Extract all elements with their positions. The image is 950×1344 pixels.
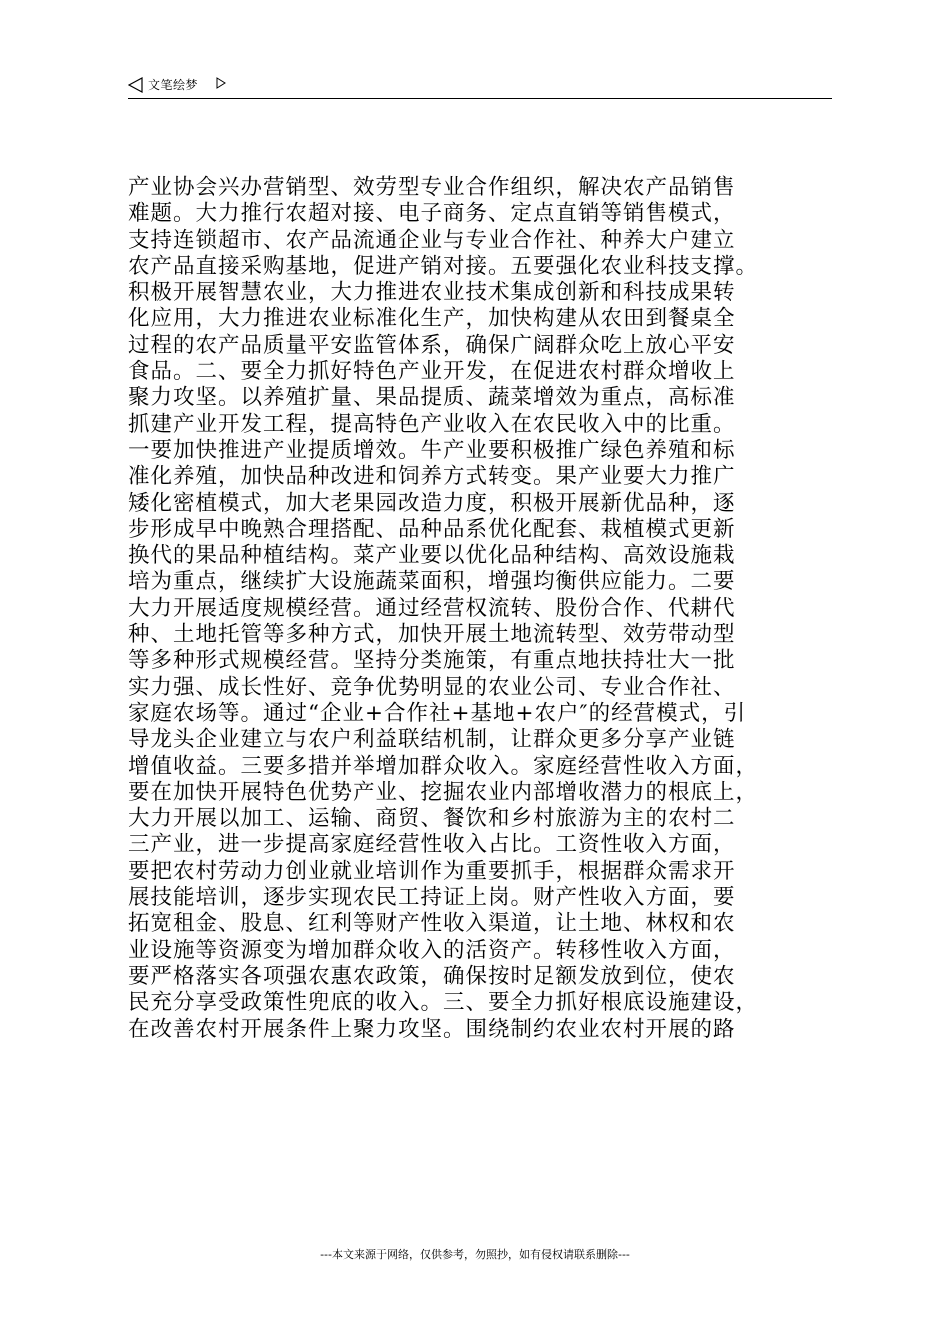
text-line: 要严格落实各项强农惠农政策，确保按时足额发放到位，使农 — [128, 963, 736, 989]
text-line: 大力开展以加工、运输、商贸、餐饮和乡村旅游为主的农村二 — [128, 806, 736, 832]
text-line: 增值收益。三要多措并举增加群众收入。家庭经营性收入方面， — [128, 753, 759, 779]
text-line: 民充分享受政策性兜底的收入。三、要全力抓好根底设施建设， — [128, 990, 759, 1016]
footer-disclaimer: ---本文来源于网络，仅供参考，勿照抄，如有侵权请联系删除--- — [320, 1248, 630, 1261]
text-line: 一要加快推进产业提质增效。牛产业要积极推广绿色养殖和标 — [128, 437, 736, 463]
text-line: 换代的果品种植结构。菜产业要以优化品种结构、高效设施栽 — [128, 543, 736, 569]
header-title: 文笔绘梦 — [148, 78, 199, 92]
text-line: 食品。二、要全力抓好特色产业开发，在促进农村群众增收上 — [128, 359, 736, 385]
text-line: 矮化密植模式，加大老果园改造力度，积极开展新优品种，逐 — [128, 490, 736, 516]
text-line: 要在加快开展特色优势产业、挖掘农业内部增收潜力的根底上， — [128, 779, 759, 805]
text-line: 大力开展适度规模经营。通过经营权流转、股份合作、代耕代 — [128, 595, 736, 621]
text-line: 展技能培训，逐步实现农民工持证上岗。财产性收入方面，要 — [128, 885, 736, 911]
text-line: 过程的农产品质量平安监管体系，确保广阔群众吃上放心平安 — [128, 332, 736, 358]
text-line: 聚力攻坚。以养殖扩量、果品提质、蔬菜增效为重点，高标准 — [128, 385, 736, 411]
text-line: 等多种形式规模经营。坚持分类施策，有重点地扶持壮大一批 — [128, 648, 736, 674]
triangle-left-icon — [128, 77, 144, 93]
text-line: 在改善农村开展条件上聚力攻坚。围绕制约农业农村开展的路 — [128, 1016, 736, 1042]
text-line: 抓建产业开发工程，提高特色产业收入在农民收入中的比重。 — [128, 411, 736, 437]
text-line: 积极开展智慧农业，大力推进农业技术集成创新和科技成果转 — [128, 280, 736, 306]
text-line: 要把农村劳动力创业就业培训作为重要抓手，根据群众需求开 — [128, 858, 736, 884]
text-line: 化应用，大力推进农业标准化生产，加快构建从农田到餐桌全 — [128, 306, 736, 332]
text-line: 三产业，进一步提高家庭经营性收入占比。工资性收入方面， — [128, 832, 736, 858]
text-line: 家庭农场等。通过“企业+合作社+基地+农户″的经营模式，引 — [128, 700, 747, 726]
text-line: 步形成早中晚熟合理搭配、品种品系优化配套、栽植模式更新 — [128, 516, 736, 542]
text-line: 业设施等资源变为增加群众收入的活资产。转移性收入方面， — [128, 937, 736, 963]
text-line: 导龙头企业建立与农户利益联结机制，让群众更多分享产业链 — [128, 727, 736, 753]
text-line: 拓宽租金、股息、红利等财产性收入渠道，让土地、林权和农 — [128, 911, 736, 937]
text-line: 产业协会兴办营销型、效劳型专业合作组织，解决农产品销售 — [128, 175, 736, 200]
text-line: 培为重点，继续扩大设施蔬菜面积，增强均衡供应能力。二要 — [128, 569, 736, 595]
text-line: 难题。大力推行农超对接、电子商务、定点直销等销售模式， — [128, 201, 736, 227]
text-line: 种、土地托管等多种方式，加快开展土地流转型、效劳带动型 — [128, 622, 736, 648]
text-line: 支持连锁超市、农产品流通企业与专业合作社、种养大户建立 — [128, 227, 736, 253]
page-header — [128, 76, 832, 99]
text-line: 农产品直接采购基地，促进产销对接。五要强化农业科技支撑。 — [128, 253, 759, 279]
triangle-right-icon — [216, 77, 226, 89]
text-line: 实力强、成长性好、竞争优势明显的农业公司、专业合作社、 — [128, 674, 736, 700]
text-line: 准化养殖，加快品种改进和饲养方式转变。果产业要大力推广 — [128, 464, 736, 490]
body-paragraph — [128, 175, 834, 1043]
